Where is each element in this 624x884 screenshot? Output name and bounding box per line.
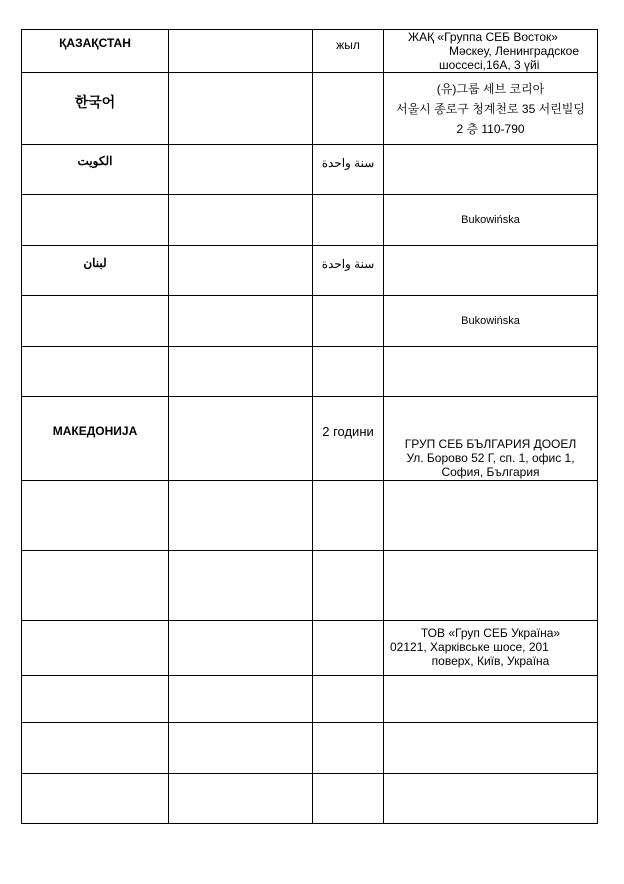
period-cell [313, 397, 384, 481]
address-cell [384, 481, 598, 551]
country-cell [22, 30, 169, 73]
guarantee-period: سنة واحدة [321, 257, 375, 271]
period-cell [313, 676, 384, 723]
address-line: ТОВ «Груп СЕБ Україна» [420, 626, 561, 640]
blank-cell [169, 774, 313, 824]
address-line: (유)그룹 세브 코리아 [436, 82, 545, 96]
period-cell [313, 774, 384, 824]
table-row [22, 195, 598, 246]
table-row [22, 73, 598, 145]
address-line: шоссесі,16А, 3 үйі [439, 58, 540, 72]
period-cell [313, 73, 384, 145]
blank-cell [169, 621, 313, 676]
address-cell [384, 347, 598, 397]
country-name: الكويت [77, 154, 113, 168]
address-cell [384, 246, 598, 296]
period-cell [313, 296, 384, 347]
country-cell [22, 73, 169, 145]
blank-cell [169, 145, 313, 195]
guarantee-period: 2 години [322, 424, 374, 439]
period-cell [313, 145, 384, 195]
blank-cell [169, 551, 313, 621]
blank-cell [169, 723, 313, 774]
table-row [22, 774, 598, 824]
period-cell [313, 30, 384, 73]
period-cell [313, 551, 384, 621]
address-cell [384, 723, 598, 774]
address-cell [384, 296, 598, 347]
blank-cell [169, 347, 313, 397]
country-cell [22, 397, 169, 481]
period-cell [313, 621, 384, 676]
address-cell [384, 621, 598, 676]
address-cell [384, 30, 598, 73]
period-cell [313, 246, 384, 296]
period-cell [313, 195, 384, 246]
table-row [22, 397, 598, 481]
country-cell [22, 551, 169, 621]
blank-cell [169, 30, 313, 73]
blank-cell [169, 195, 313, 246]
table-row [22, 347, 598, 397]
country-cell [22, 723, 169, 774]
address-cell [384, 73, 598, 145]
country-name: ҚАЗАҚСТАН [59, 36, 131, 50]
country-name: لبنان [83, 256, 107, 270]
guarantee-period: سنة واحدة [321, 156, 375, 170]
period-cell [313, 723, 384, 774]
table-row [22, 676, 598, 723]
address-line: Bukowińska [461, 315, 520, 327]
address-cell [384, 397, 598, 481]
period-cell [313, 481, 384, 551]
country-cell [22, 774, 169, 824]
blank-cell [169, 676, 313, 723]
country-cell [22, 621, 169, 676]
country-cell [22, 347, 169, 397]
guarantee-period: жыл [336, 38, 360, 52]
blank-cell [169, 246, 313, 296]
address-cell [384, 551, 598, 621]
address-line: ЖАҚ «Группа СЕБ Восток» [408, 30, 558, 44]
country-cell [22, 246, 169, 296]
address-line: София, България [441, 465, 540, 479]
country-cell [22, 481, 169, 551]
blank-cell [169, 296, 313, 347]
country-cell [22, 676, 169, 723]
address-line: Ул. Борово 52 Г, сп. 1, офис 1, [406, 451, 575, 465]
country-name: 한국어 [74, 94, 116, 110]
address-line: поверх, Київ, Україна [431, 654, 550, 668]
blank-cell [169, 397, 313, 481]
table-row [22, 30, 598, 73]
blank-cell [169, 481, 313, 551]
table-row [22, 246, 598, 296]
table-row [22, 481, 598, 551]
address-cell [384, 145, 598, 195]
address-line: 서울시 종로구 청계천로 35 서린빌딩 [396, 102, 585, 116]
table-row [22, 145, 598, 195]
country-cell [22, 195, 169, 246]
address-line: Bukowińska [461, 214, 520, 226]
table-row [22, 551, 598, 621]
address-cell [384, 774, 598, 824]
address-line: 2 층 110-790 [456, 122, 525, 136]
address-cell [384, 676, 598, 723]
address-cell [384, 195, 598, 246]
country-cell [22, 296, 169, 347]
country-cell [22, 145, 169, 195]
address-line: ГРУП СЕБ БЪЛГАРИЯ ДООЕЛ [404, 437, 577, 451]
warranty-table [21, 29, 598, 824]
address-line: 02121, Харківське шосе, 201 [390, 640, 549, 654]
country-name: МАКЕДОНИЈА [52, 424, 138, 438]
blank-cell [169, 73, 313, 145]
table-row [22, 296, 598, 347]
table-row [22, 723, 598, 774]
address-line: Мәскеу, Ленинградское [448, 44, 579, 58]
period-cell [313, 347, 384, 397]
table-row [22, 621, 598, 676]
